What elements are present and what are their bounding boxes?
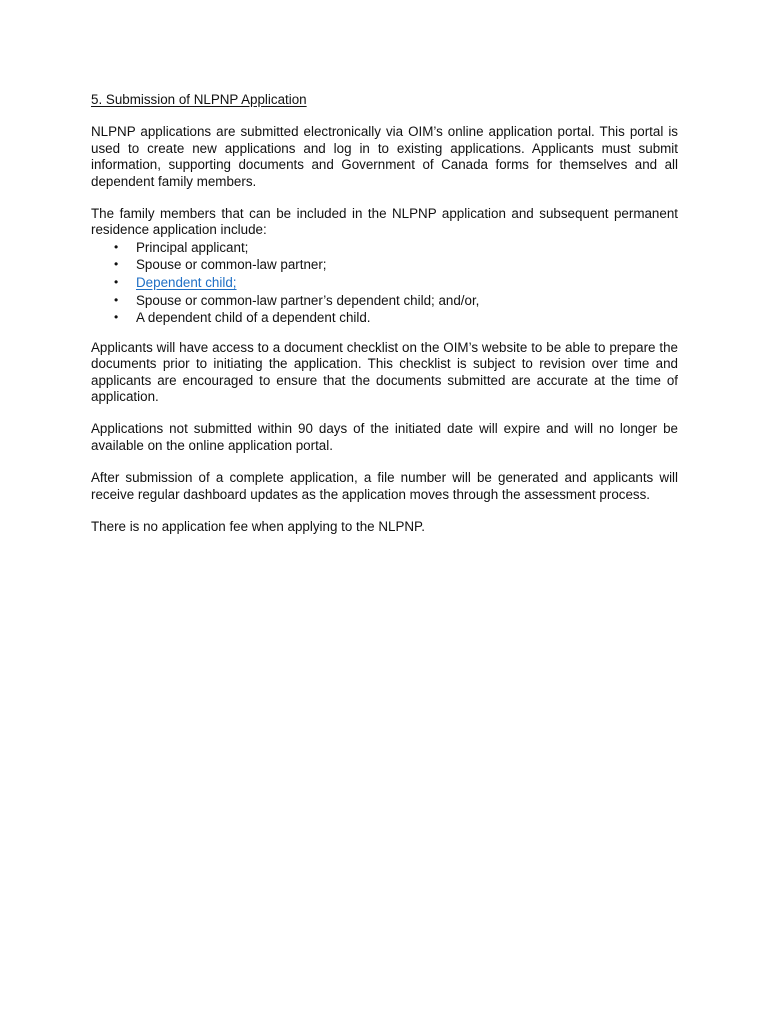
dependent-child-link[interactable]: Dependent child; [136,275,237,291]
bullet-icon: • [114,257,119,272]
fee-paragraph: There is no application fee when applying to the NLPNP. [91,519,425,535]
section-heading: 5. Submission of NLPNP Application [91,92,307,107]
list-item [91,274,678,292]
list-item-label: Spouse or common-law partner; [136,257,327,273]
bullet-icon: • [114,275,119,290]
after-submission-paragraph: After submission of a complete application, a file number will be generated and applicants will receive regular dashboard updates as the application moves through the assessment process. [91,470,678,502]
list-item [91,309,678,327]
list-item-label: A dependent child of a dependent child. [136,310,371,326]
intro-paragraph: NLPNP applications are submitted electronically via OIM’s online application portal. This portal is used to create new applications and log in to existing applications. Applicants must submit information, supporting documents and Government of Canada forms for themselves and all dependent family members. [91,124,678,189]
bullet-icon: • [114,310,119,325]
bullet-icon: • [114,292,119,307]
list-item [91,239,678,257]
list-item [91,292,678,310]
list-item-label: Spouse or common-law partner’s dependent child; and/or, [136,292,480,308]
family-intro-paragraph: The family members that can be included in the NLPNP application and subsequent permanent residence application include: [91,206,678,238]
list-item [91,256,678,274]
family-members-list [91,239,678,327]
expiry-paragraph: Applications not submitted within 90 days of the initiated date will expire and will no longer be available on the online application portal. [91,421,678,453]
document-page [91,92,678,535]
checklist-paragraph: Applicants will have access to a document checklist on the OIM’s website to be able to prepare the documents prior to initiating the application. This checklist is subject to revision over time and applicants are encouraged to ensure that the documents submitted are accurate at the time of application. [91,339,678,405]
list-item-label: Principal applicant; [136,239,249,255]
bullet-icon: • [114,239,119,254]
